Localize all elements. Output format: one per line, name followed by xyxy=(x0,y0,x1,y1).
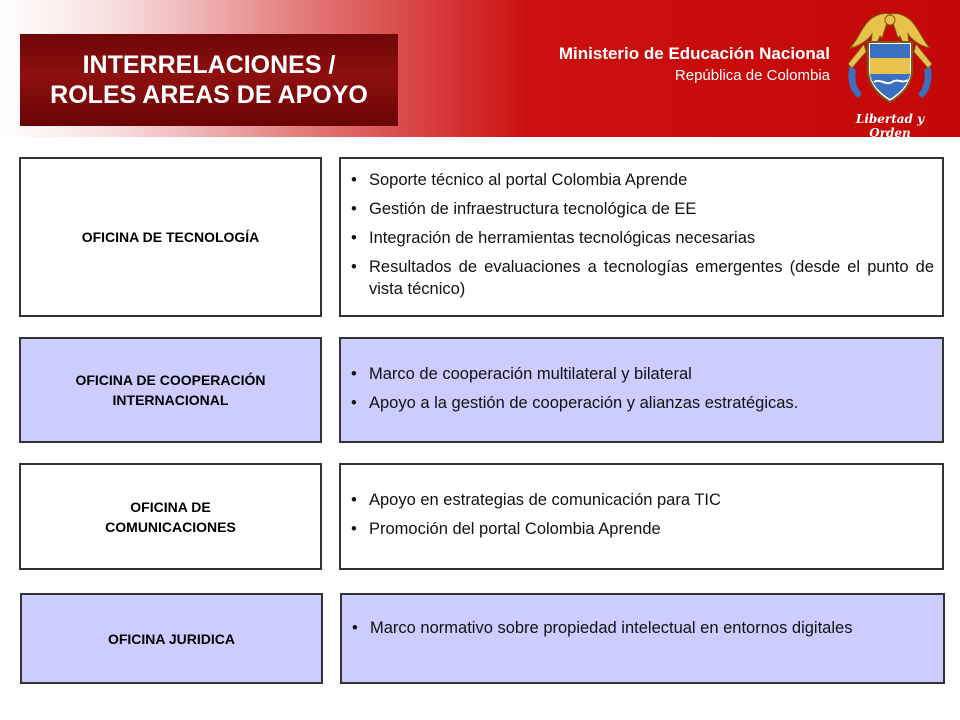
roles-box-legal xyxy=(340,593,945,684)
list-item: • Resultados de evaluaciones a tecnologías emergentes (desde el punto de vista técnico) xyxy=(349,256,934,300)
roles-box-international-cooperation xyxy=(339,337,944,443)
country-name: República de Colombia xyxy=(674,67,830,84)
roles-box-technology xyxy=(339,157,944,317)
ministry-name: Ministerio de Educación Nacional xyxy=(558,44,830,63)
office-label-communications xyxy=(19,463,322,570)
slide-title xyxy=(20,34,398,126)
office-label-text: COMUNICACIONES xyxy=(105,518,236,535)
list-item: • Marco de cooperación multilateral y bilateral xyxy=(349,363,934,385)
office-label-text: OFICINA DE TECNOLOGÍA xyxy=(81,229,260,245)
roles-list xyxy=(350,617,935,639)
list-item: • Gestión de infraestructura tecnológica de EE xyxy=(349,198,934,220)
slide-title-line-1: INTERRELACIONES / xyxy=(82,51,336,79)
header-banner xyxy=(0,0,960,140)
roles-list xyxy=(349,169,934,300)
office-label-text: OFICINA JURIDICA xyxy=(107,630,236,647)
list-item: • Marco normativo sobre propiedad intelectual en entornos digitales xyxy=(350,617,935,639)
roles-box-communications xyxy=(339,463,944,570)
list-item: • Apoyo en estrategias de comunicación para TIC xyxy=(349,489,934,511)
motto-text: Libertad y Orden xyxy=(855,112,925,140)
list-item: • Soporte técnico al portal Colombia Aprende xyxy=(349,169,934,191)
office-label-text: OFICINA DE xyxy=(130,498,211,515)
office-label-text: OFICINA DE COOPERACIÓN xyxy=(75,372,266,388)
coat-of-arms-icon xyxy=(842,8,938,112)
office-label-technology xyxy=(19,157,322,317)
slide-title-line-2: ROLES AREAS DE APOYO xyxy=(50,81,368,109)
office-label-legal xyxy=(20,593,323,684)
list-item: • Integración de herramientas tecnológicas necesarias xyxy=(349,227,934,249)
roles-list xyxy=(349,363,934,414)
list-item: • Apoyo a la gestión de cooperación y alianzas estratégicas. xyxy=(349,392,934,414)
ministry-branding xyxy=(559,43,830,87)
coat-of-arms-logo xyxy=(842,8,938,140)
list-item: • Promoción del portal Colombia Aprende xyxy=(349,518,934,540)
office-label-international-cooperation xyxy=(19,337,322,443)
office-label-text: INTERNACIONAL xyxy=(112,392,229,408)
roles-list xyxy=(349,489,934,540)
